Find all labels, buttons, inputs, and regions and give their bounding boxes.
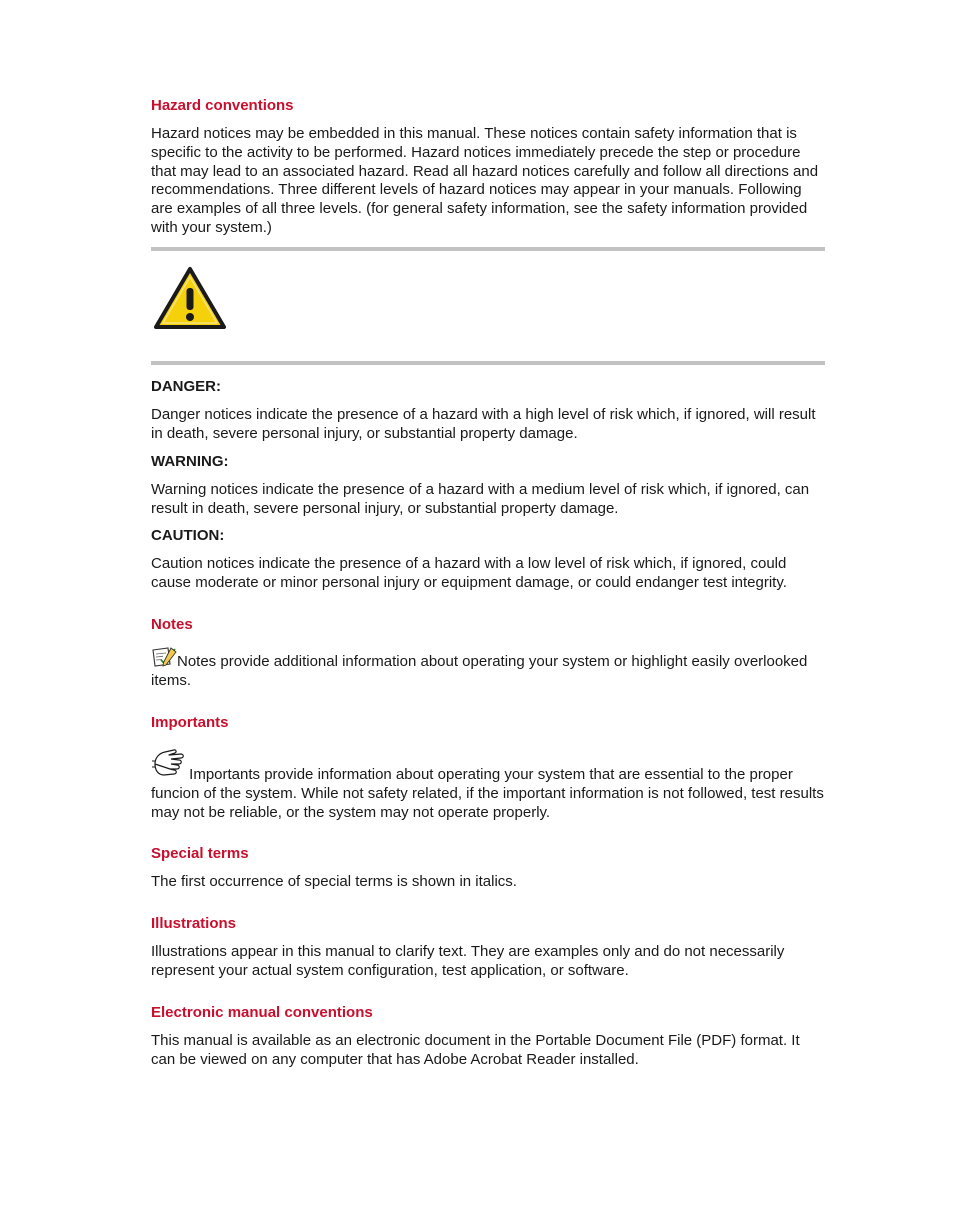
pointing-hand-icon [151, 747, 185, 781]
caution-text: Caution notices indicate the presence of a hazard with a low level of risk which, if ignored, could cause moderate or minor personal injury or equipment damage, or could endanger test integrity. [151, 555, 787, 591]
importants-paragraph [151, 747, 825, 822]
notes-text: Notes provide additional information about operating your system or highlight easily overlooked items. [151, 653, 808, 689]
note-pencil-icon [151, 646, 177, 668]
importants-text: Importants provide information about operating your system that are essential to the proper funcion of the system. While not safety related, if the important information is not followed, test results may not be reliable, or the system may not operate properly. [151, 766, 824, 821]
illustrations-text: Illustrations appear in this manual to clarify text. They are examples only and do not necessarily represent your actual system configuration, test application, or software. [151, 943, 785, 979]
warning-label: WARNING: [151, 453, 229, 470]
special-terms-text: The first occurrence of special terms is shown in italics. [151, 873, 517, 890]
heading-hazard-conventions: Hazard conventions [151, 97, 294, 114]
warning-triangle-icon [154, 266, 226, 330]
heading-importants: Importants [151, 714, 229, 731]
electronic-manual-text: This manual is available as an electronic document in the Portable Document File (PDF) format. It can be viewed on any computer that has Adobe Acrobat Reader installed. [151, 1032, 800, 1068]
heading-illustrations: Illustrations [151, 915, 237, 932]
top-rule [151, 247, 825, 251]
heading-electronic-manual-conventions: Electronic manual conventions [151, 1004, 373, 1021]
heading-special-terms: Special terms [151, 845, 249, 862]
notes-paragraph [151, 646, 825, 691]
bottom-rule [151, 361, 825, 365]
danger-label: DANGER: [151, 378, 221, 395]
caution-label: CAUTION: [151, 527, 225, 544]
heading-notes: Notes [151, 616, 193, 633]
danger-text: Danger notices indicate the presence of a hazard with a high level of risk which, if ignored, will result in death, severe personal injury, or substantial property damage. [151, 406, 816, 442]
warning-text: Warning notices indicate the presence of a hazard with a medium level of risk which, if ignored, can result in death, severe personal injury, or substantial property damage. [151, 481, 810, 517]
hazard-intro-paragraph: Hazard notices may be embedded in this manual. These notices contain safety information that is specific to the activity to be performed. Hazard notices immediately precede the step or procedure that may lead to an associated hazard. Read all hazard notices carefully and follow all directions and recommendations. Three different levels of hazard notices may appear in your manuals. Following are examples of all three levels. (for general safety information, see the safety information provided with your system.) [151, 125, 819, 236]
